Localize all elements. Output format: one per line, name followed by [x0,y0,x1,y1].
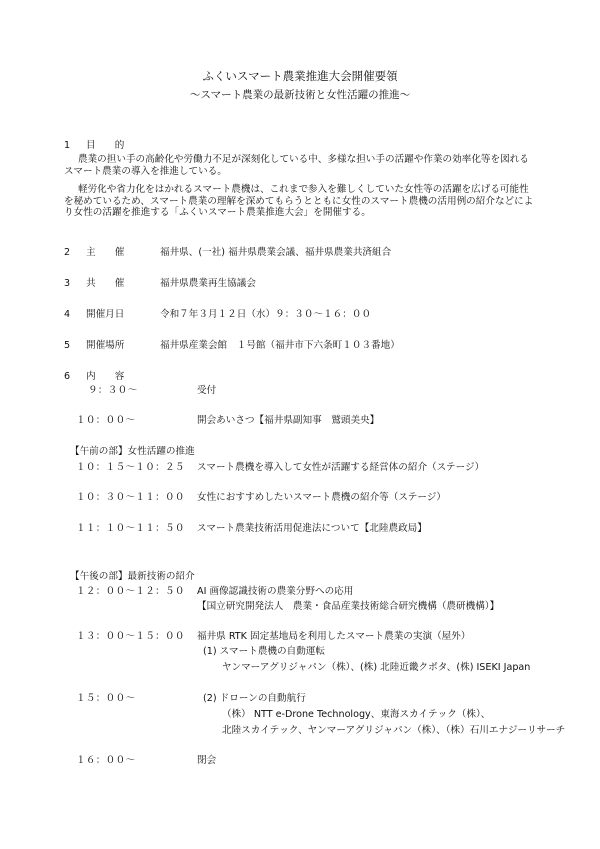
schedule-time-m1: １０：１５～１０：２５ [76,462,185,473]
schedule-item-a1-presenter: 【国立研究開発法人 農業・食品産業技術総合研究機構（農研機構）】 [197,601,500,612]
purpose-line: 軽労化や省力化をはかれるスマート農機は、これまで参入を難しくしていた女性等の活躍を広げる可能性 [78,184,529,195]
section-label-date: 開催月日 [86,309,125,320]
schedule-subitem-drone: (2) ドローンの自動航行 [203,693,306,704]
section-label-venue: 開催場所 [86,340,125,351]
schedule-time-a2: １３：００～１５：００ [76,631,185,642]
schedule-time-reception: ９：３０～ [88,385,138,396]
section-number-organizer: 2 [64,247,71,258]
schedule-subitem-drone-companies-1: （株） NTT e-Drone Technology、東海スカイテック（株）、 [222,709,491,720]
schedule-item-a2: 福井県 RTK 固定基地局を利用したスマート農業の実演（屋外） [197,631,471,642]
section-label-purpose: 目 的 [86,140,125,151]
morning-session-header: 【午前の部】女性活躍の推進 [70,446,195,457]
section-label-content: 内 容 [86,371,125,382]
schedule-item-m2: 女性におすすめしたいスマート農機の紹介等（ステージ） [197,492,446,503]
schedule-time-a1: １２：００～１２：５０ [76,586,185,597]
schedule-subitem-drone-companies-2: 北陸スカイテック、ヤンマーアグリジャパン（株）、（株）石川エナジーリサーチ [222,725,566,736]
section-number-purpose: 1 [64,140,71,151]
purpose-line: 農業の担い手の高齢化や労働力不足が深刻化している中、多様な担い手の活躍や作業の効率化等を図れる [78,154,529,165]
section-number-venue: 5 [64,340,71,351]
venue-value: 福井県産業会館 １号館（福井市下六条町１０３番地） [160,340,400,351]
schedule-time-opening: １０：００～ [76,415,136,426]
schedule-item-m3: スマート農業技術活用促進法について【北陸農政局】 [197,523,427,534]
afternoon-session-header: 【午後の部】最新技術の紹介 [70,571,195,582]
schedule-subitem-autonomous-driving: (1) スマート農機の自動運転 [203,646,325,657]
schedule-item-a1: AI 画像認識技術の農業分野への応用 [197,586,354,597]
schedule-subitem-autonomous-driving-companies: ヤンマーアグリジャパン（株）、(株) 北陸近畿クボタ、(株) ISEKI Japan [222,662,531,673]
schedule-time-a3: １５：００～ [76,693,136,704]
organizer-value: 福井県、(一社) 福井県農業会議、福井県農業共済組合 [160,247,392,258]
purpose-paragraph-1 [64,154,550,177]
schedule-item-opening: 開会あいさつ【福井県副知事 鷲頭美央】 [197,415,380,426]
schedule-time-close: １６：００～ [76,755,136,766]
purpose-paragraph-2 [64,184,550,219]
date-value: 令和７年３月１２日（水）９：３０～１６：００ [160,309,372,320]
purpose-line: スマート農業の導入を推進している。 [64,165,227,177]
page-subtitle: ～スマート農業の最新技術と女性活躍の推進～ [189,89,411,101]
purpose-line: り女性の活躍を推進する「ふくいスマート農業推進大会」を開催する。 [64,207,371,218]
section-number-date: 4 [64,309,71,320]
section-label-organizer: 主 催 [86,247,125,258]
schedule-time-m3: １１：１０～１１：５０ [76,523,185,534]
schedule-time-m2: １０：３０～１１：００ [76,492,185,503]
section-number-content: 6 [64,371,71,382]
schedule-item-reception: 受付 [197,385,217,396]
section-label-cosponsor: 共 催 [86,278,125,289]
purpose-line: を秘めているため、スマート農業の理解を深めてもらうとともに女性のスマート農機の活用例の紹介などによ [64,195,534,207]
schedule-item-close: 閉会 [197,755,217,766]
schedule-item-m1: スマート農機を導入して女性が活躍する経営体の紹介（ステージ） [197,462,485,473]
page-title: ふくいスマート農業推進大会開催要領 [202,69,398,83]
cosponsor-value: 福井県農業再生協議会 [160,278,256,289]
section-number-cosponsor: 3 [64,278,71,289]
